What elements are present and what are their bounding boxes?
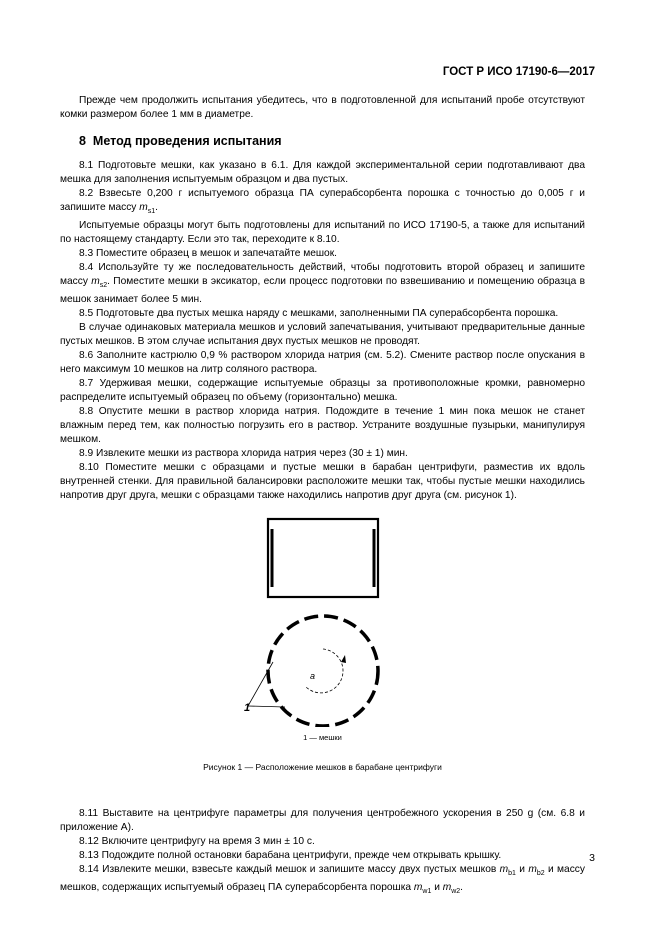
section-number: 8 (79, 134, 86, 148)
mass-mw1: m (413, 882, 423, 894)
mass-ms1: m (139, 202, 148, 213)
paragraph-8-4 (60, 261, 585, 307)
section-title: Метод проведения испытания (92, 134, 282, 148)
p814-c: и массу мешков, содержащих испытуемый образец ПА суперабсорбента порошка (60, 864, 585, 894)
mass-ms1-sub: s1 (147, 208, 156, 216)
paragraph-8-10: 8.10 Поместите мешки с образцами и пустые мешки в барабан центрифуги, разместив их вдоль внутренней стенки. Для правильной балансировки расположите мешки так, чтобы пустые мешки находились напротив друг друга, мешки с образцами также находились напротив друг друга (см. рисунок 1). (60, 462, 585, 502)
centrifuge-diagram (60, 517, 585, 727)
paragraph-8-12: 8.12 Включите центрифугу на время 3 мин ± 10 с. (79, 836, 315, 848)
section-heading (79, 133, 585, 149)
mass-mw2: m (442, 882, 452, 894)
p814-a: 8.14 Извлеките мешки, взвесьте каждый мешок и запишите массу двух пустых мешков (79, 864, 500, 876)
figure-legend: 1 — мешки (303, 733, 342, 743)
leader-line-2 (248, 706, 285, 707)
paragraph-note-17190-5: Испытуемые образцы могут быть подготовлены для испытаний по ИСО 17190-5, а также для испытаний по настоящему стандарту. Если это так, переходите к 8.10. (60, 220, 585, 246)
paragraph-8-6: 8.6 Заполните кастрюлю 0,9 % раствором хлорида натрия (см. 5.2). Смените раствор после опускания в него максимум 10 мешков на литр соляного раствора. (60, 350, 585, 376)
paragraph-8-4-text-b: . Поместите мешки в эксикатор, если процесс подготовки по взвешиванию и помещению образца в мешок занимает более 5 мин. (60, 276, 585, 306)
drum-side-view (268, 519, 378, 597)
drum-top-view (268, 616, 378, 726)
label-1: 1 (244, 702, 251, 715)
intro-paragraph: Прежде чем продолжить испытания убедитесь, что в подготовленной для испытаний пробе отсутствуют комки размером более 1 мм в диаметре. (60, 95, 585, 120)
mass-mb2: m (528, 864, 537, 876)
paragraph-8-9: 8.9 Извлеките мешки из раствора хлорида натрия через (30 ± 1) мин. (79, 448, 408, 460)
mass-mw2-sub: w2 (451, 888, 461, 896)
paragraph-8-2-text: 8.2 Взвесьте 0,200 г испытуемого образца ПА суперабсорбента порошка с точностью до 0,005 г и запишите массу (60, 188, 585, 213)
paragraph-8-3: 8.3 Поместите образец в мешок и запечатайте мешок. (79, 248, 337, 260)
mass-mw1-sub: w1 (422, 888, 432, 896)
p814-d: и (431, 882, 443, 894)
mass-mb1: m (499, 864, 509, 876)
paragraph-8-8: 8.8 Опустите мешки в раствор хлорида натрия. Подождите в течение 1 мин пока мешок не станет влажным перед тем, как полностью погрузить его в раствор. Устраните воздушные пузырьки, манипулируя мешком. (60, 406, 585, 446)
paragraph-8-11: 8.11 Выставите на центрифуге параметры для получения центробежного ускорения в 250 g (см. 6.8 и приложение А). (60, 808, 585, 834)
p814-b: и (515, 864, 529, 876)
mass-ms2: m (91, 276, 100, 288)
rotation-arrow (341, 655, 346, 663)
page-content (60, 94, 585, 899)
mass-mb2-sub: b2 (536, 870, 545, 878)
leader-line-1 (248, 662, 273, 706)
p814-e: . (460, 882, 464, 894)
paragraph-8-5: 8.5 Подготовьте два пустых мешка наряду с мешками, заполненными ПА суперабсорбента порошка. (79, 308, 559, 320)
figure-1 (60, 517, 585, 807)
mass-mb1-sub: b1 (508, 870, 516, 878)
paragraph-same-materials: В случае одинаковых материала мешков и условий запечатывания, учитывают предварительные данные пустых мешков. В этом случае испытания двух пустых мешков не проводят. (60, 322, 585, 348)
rotation-label-a: a (310, 671, 316, 682)
paragraph-8-13: 8.13 Подождите полной остановки барабана центрифуги, прежде чем открывать крышку. (79, 850, 502, 862)
paragraph-8-2: 8.2 Взвесьте 0,200 г испытуемого образца ПА суперабсорбента порошка с точностью до 0,005 г и запишите массу $m_{s1}$. (60, 188, 585, 216)
paragraph-8-4-text-a: 8.4 Используйте ту же последовательность действий, чтобы подготовить второй образец и запишите массу (60, 262, 585, 288)
paragraph-8-1: 8.1 Подготовьте мешки, как указано в 6.1. Для каждой экспериментальной серии подготавливают два мешка для заполнения испытуемым образцом и два пустых. (60, 160, 585, 185)
document-header: ГОСТ Р ИСО 17190-6—2017 (442, 66, 595, 78)
figure-caption: Рисунок 1 — Расположение мешков в барабане центрифуги (203, 762, 442, 773)
paragraph-8-7: 8.7 Удерживая мешки, содержащие испытуемые образцы за противоположные кромки, равномерно распределите испытуемый образец по объему (горизонтально) мешка. (60, 378, 585, 404)
mass-ms2-sub: s2 (99, 282, 108, 290)
paragraph-8-14 (60, 863, 585, 899)
page-number: 3 (589, 852, 595, 864)
